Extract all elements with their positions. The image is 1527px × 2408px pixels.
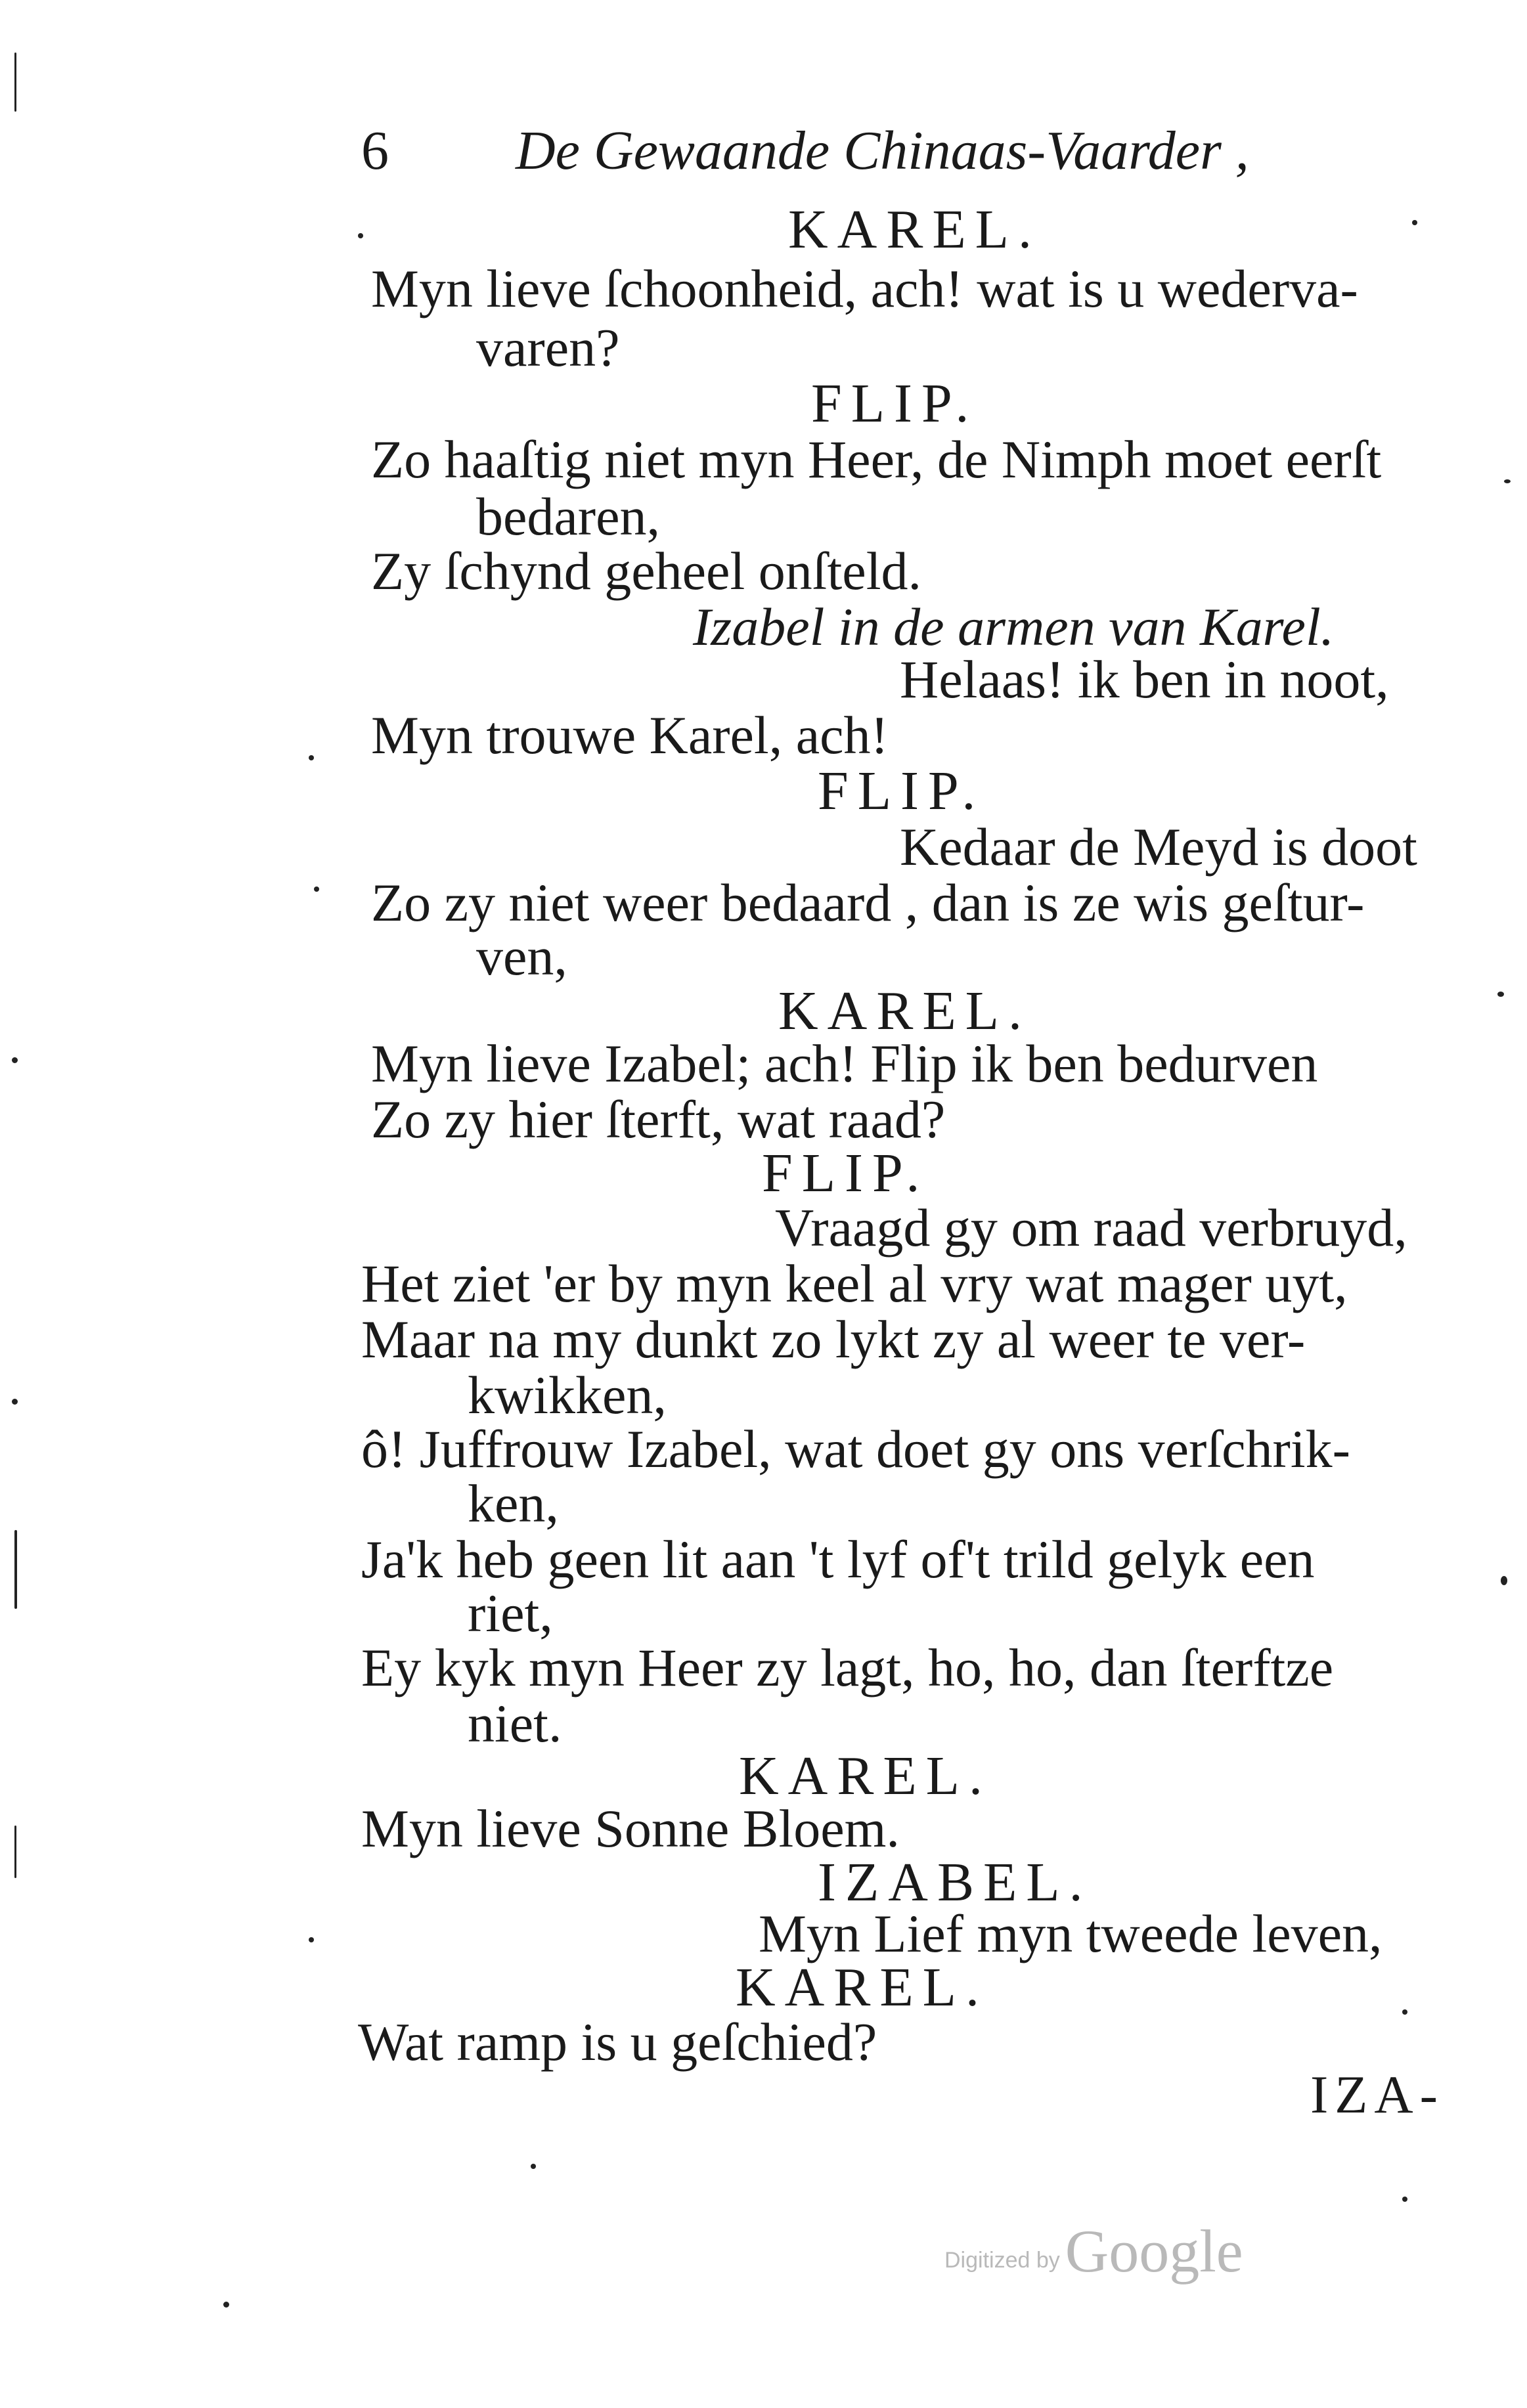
scan-edge-mark (14, 53, 16, 112)
scan-speck (12, 1057, 18, 1063)
scan-speck (309, 1937, 314, 1942)
verse-line: Myn Lief myn tweede leven, (759, 1904, 1383, 1963)
speaker-karel: KAREL. (736, 1957, 988, 2018)
scan-speck (309, 755, 314, 760)
scan-speck (1504, 479, 1511, 483)
verse-line: Ja'k heb geen lit aan 't lyf of't trild gelyk een (361, 1529, 1315, 1589)
speaker-karel: KAREL. (778, 980, 1031, 1041)
verse-line: Zo zy niet weer bedaard , dan is ze wis geſtur- (371, 873, 1365, 932)
verse-line: Maar na my dunkt zo lykt zy al weer te ver- (361, 1309, 1306, 1369)
scan-speck (1402, 2009, 1407, 2015)
catchword: IZA- (1310, 2065, 1444, 2124)
verse-line: ven, (476, 927, 567, 986)
speaker-karel: KAREL. (788, 199, 1041, 260)
page-header (361, 115, 1346, 187)
verse-line: Vraagd gy om raad verbruyd, (775, 1198, 1407, 1258)
verse-line: varen? (476, 318, 620, 378)
verse-line: Myn trouwe Karel, ach! (371, 705, 889, 765)
scan-speck (1497, 992, 1504, 997)
verse-line: Het ziet 'er by myn keel al vry wat mager uyt, (361, 1254, 1348, 1313)
scan-speck (1501, 1576, 1507, 1585)
verse-line: riet, (468, 1583, 553, 1643)
scan-speck (314, 887, 319, 892)
verse-line: bedaren, (476, 487, 660, 546)
watermark-prefix: Digitized by (944, 2248, 1060, 2273)
stage-direction: Izabel in de armen van Karel. (693, 597, 1335, 657)
verse-line: ken, (468, 1474, 559, 1533)
verse-line: Zo zy hier ſterft, wat raad? (371, 1089, 946, 1149)
scan-speck (358, 233, 363, 238)
digitized-by-google-watermark (944, 2216, 1243, 2286)
verse-line: Myn lieve ſchoonheid, ach! wat is u wederva- (371, 259, 1358, 318)
speaker-flip: FLIP. (811, 373, 979, 434)
speaker-flip: FLIP. (762, 1143, 929, 1204)
verse-line: Helaas! ik ben in noot, (900, 649, 1389, 709)
speaker-flip: FLIP. (818, 760, 985, 821)
scan-edge-mark (14, 1826, 16, 1878)
speaker-karel: KAREL. (739, 1745, 992, 1806)
scan-speck (223, 2302, 229, 2308)
verse-line: ô! Juffrouw Izabel, wat doet gy ons verſchrik- (361, 1419, 1350, 1479)
scan-edge-mark (14, 1530, 17, 1609)
verse-line: niet. (468, 1694, 562, 1753)
speaker-izabel: IZABEL. (818, 1852, 1092, 1913)
scan-speck (1402, 2197, 1407, 2202)
verse-line: Zo haaſtig niet myn Heer, de Nimph moet eerſt (371, 429, 1382, 489)
verse-line: Zy ſchynd geheel onſteld. (371, 541, 921, 601)
page-number: 6 (361, 120, 389, 181)
scan-speck (531, 2164, 536, 2169)
verse-line: kwikken, (468, 1365, 667, 1425)
verse-line: Myn lieve Sonne Bloem. (361, 1799, 900, 1858)
google-logo: Google (1065, 2218, 1243, 2285)
verse-line: Wat ramp is u geſchied? (358, 2012, 877, 2072)
scan-speck (12, 1399, 18, 1405)
verse-line: Ey kyk myn Heer zy lagt, ho, ho, dan ſterftze (361, 1638, 1334, 1697)
verse-line: Kedaar de Meyd is doot (900, 817, 1417, 877)
verse-line: Myn lieve Izabel; ach! Flip ik ben bedurven (371, 1034, 1318, 1093)
running-title: De Gewaande Chinaas-Vaarder , (516, 120, 1249, 181)
scan-speck (1412, 220, 1417, 225)
